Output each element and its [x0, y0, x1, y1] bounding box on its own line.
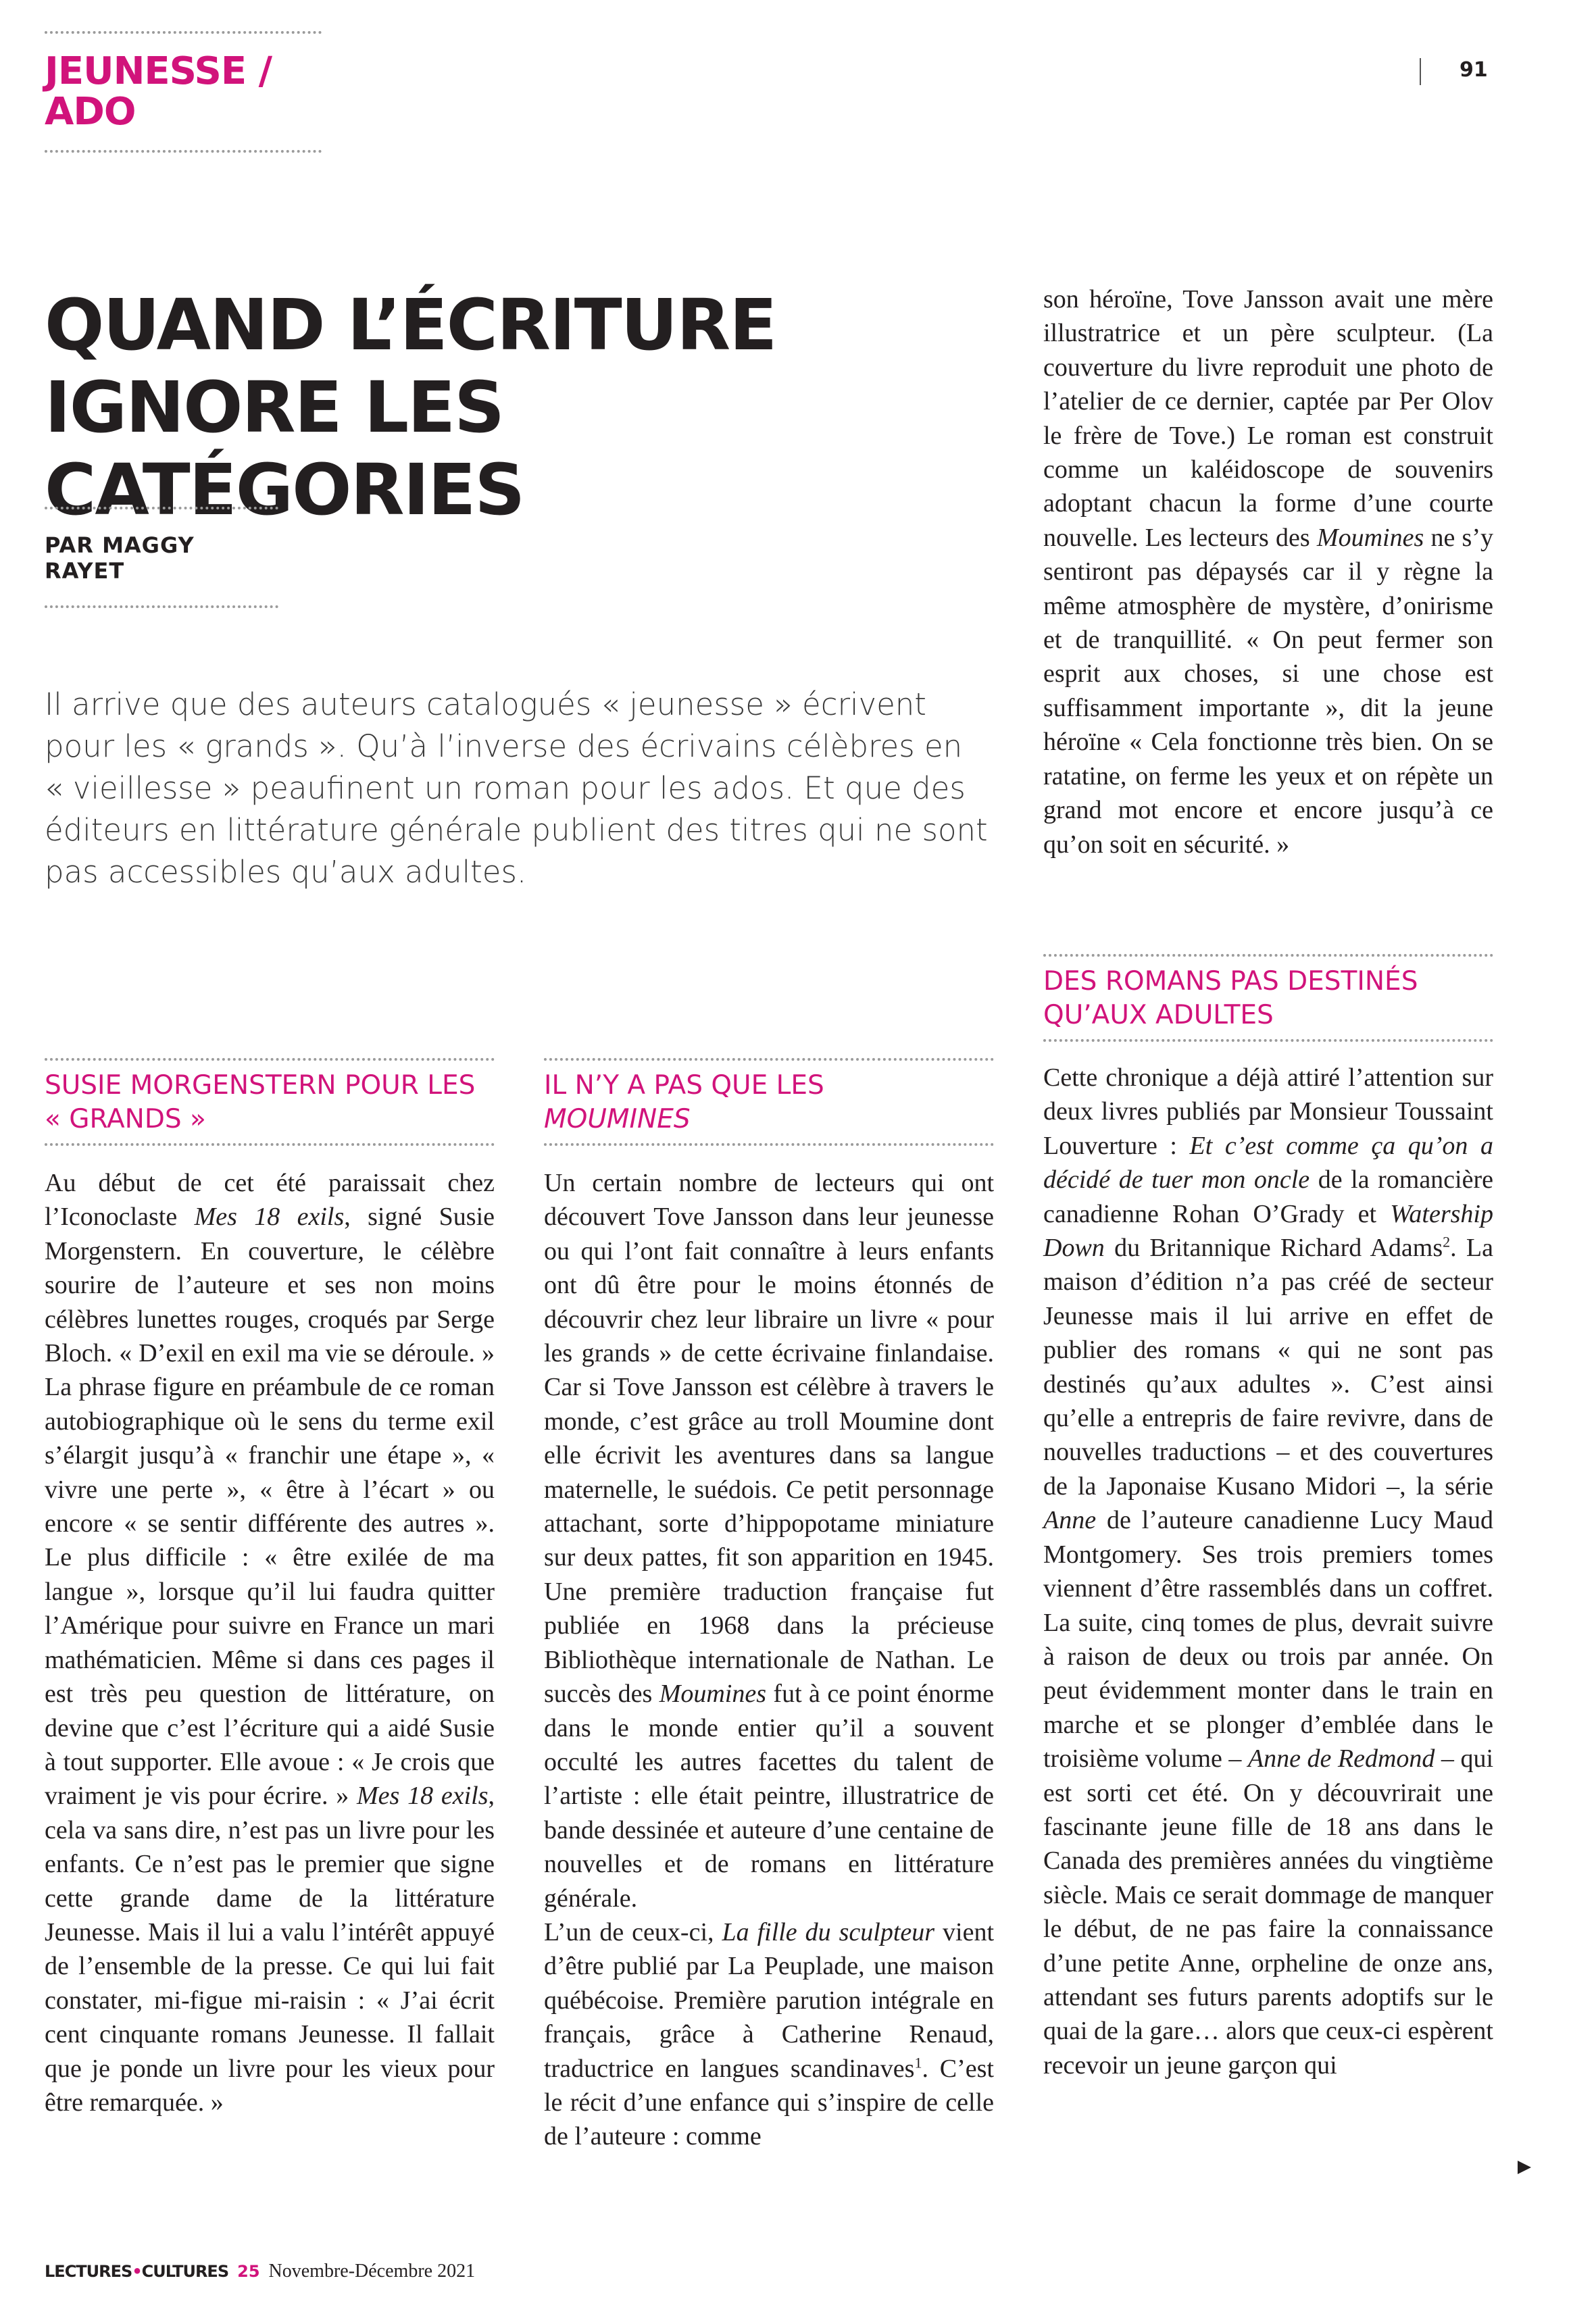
continue-arrow-icon: [1518, 2161, 1531, 2174]
text-run: . La maison d’édition n’a pas créé de secteur Jeunesse mais il lui arrive en effet de publier des romans « qui ne sont pas destinés qu’aux adultes ». C’est ainsi qu’elle a entrepris de faire revivre, dans de nouvelles traductions – et des couvertures de la Japonaise Kusano Midori –, la série: [1043, 1234, 1493, 1501]
issue-date: Novembre-Décembre 2021: [268, 2261, 476, 2282]
text-run: . C’est le récit d’une enfance qui s’inspire de celle de l’auteure : comme: [544, 2054, 994, 2151]
brand-part: CULTURES: [141, 2262, 229, 2281]
text-run: vient d’être publié par La Peuplade, une maison québécoise. Première parution intégrale en français, grâce à Catherine Renaud, traductrice en langues scandinaves: [544, 1917, 994, 2083]
column-3-paragraph: [1043, 1061, 1493, 2082]
column-3-text: [1043, 1061, 1493, 2082]
column-2-paragraph-1: [544, 1166, 994, 1915]
magazine-name: [45, 2262, 228, 2281]
text-run: , cela va sans dire, n’est pas un livre pour les enfants. Ce n’est pas le premier que signe cette grande dame de la littérature Jeunesse. Mais il lui a valu l’intérêt appuyé de l’ensemble de la presse. Ce qui lui fait constater, mi-figue mi-raisin : « J’ai écrit cent cinquante romans Jeunesse. Il fallait que je ponde un livre pour les vieux pour être remarquée. »: [45, 1782, 495, 2117]
text-run: , signé Susie Morgenstern. En couverture, le célèbre sourire de l’auteure et ses non moins célèbres lunettes rouges, croqués par Serge Bloch. « D’exil en exil ma vie se déroule. » La phrase figure en préambule de ce roman autobiographique où le sens du terme exil s’élargit jusqu’à « franchir une étape », « vivre une perte », « être à l’écart » ou encore « se sentir différente des autres ». Le plus difficile : « être exilée de ma langue », lorsque qu’il lui faudra quitter l’Amérique pour suivre en France un mari mathématicien. Même si dans ces pages il est très peu question de littérature, on devine que c’est l’écriture qui a aidé Susie à tout supporter. Elle avoue : « Je crois que vraiment je vis pour écrire. »: [45, 1203, 495, 1811]
text-run: de l’auteure canadienne Lucy Maud Montgomery. Ses trois premiers tomes viennent d’être rassemblés dans un coffret. La suite, cinq tomes de plus, devrait suivre à raison de deux ou trois par année. On peut évidemment monter dans le train en marche et se plonger d’emblée dans le troisième volume –: [1043, 1506, 1493, 1774]
book-title: Watership Down: [1043, 1199, 1493, 1263]
section-rubric: JEUNESSE / ADO: [45, 31, 322, 153]
column-2-paragraph-2: [544, 1915, 994, 2154]
book-title: Moumines: [1316, 523, 1424, 552]
byline: PAR MAGGY RAYET: [45, 507, 278, 608]
book-title: Anne: [1043, 1506, 1097, 1535]
column-3-heading: DES ROMANS PAS DESTINÉS QU’AUX ADULTES: [1043, 954, 1493, 1042]
article-title-line-2: IGNORE LES CATÉGORIES: [45, 366, 524, 531]
book-title: Moumines: [659, 1680, 766, 1709]
book-title: La fille du sculpteur: [722, 1917, 935, 1946]
footnote-ref: 1: [914, 2053, 922, 2071]
column-2-text: [544, 1166, 994, 2154]
book-title: Mes 18 exils: [194, 1203, 345, 1232]
brand-part: LECTURES: [45, 2262, 132, 2281]
text-run: Au début de cet été paraissait chez l’Iconoclaste: [45, 1169, 495, 1232]
column-1-heading: SUSIE MORGENSTERN POUR LES « GRANDS »: [45, 1058, 495, 1146]
text-run: du Britannique Richard Adams: [1104, 1234, 1443, 1263]
book-title: Mes 18 exils: [357, 1782, 489, 1811]
column-3-paragraph-top: [1043, 282, 1493, 861]
text-run: ne s’y sentiront pas dépaysés car il y règne la même atmosphère de mystère, d’onirisme et de tranquillité. « On peut fermer son esprit aux choses, si une chose est suffisamment importante », dit la jeune héroïne « Cela fonctionne très bien. On se ratatine, on ferme les yeux et on répète un grand mot encore et encore jusqu’à ce qu’on soit en sécurité. »: [1043, 523, 1493, 859]
text-run: de la romancière canadienne Rohan O’Grady et: [1043, 1165, 1493, 1228]
text-run: Un certain nombre de lecteurs qui ont découvert Tove Jansson dans leur jeunesse ou qui l’ont fait connaître à leurs enfants ont dû être pour le moins étonnés de découvrir chez leur libraire un livre « pour les grands » de cette écrivaine finlandaise. Car si Tove Jansson est célèbre à travers le monde, c’est grâce au troll Moumine dont elle écrivit les aventures dans sa langue maternelle, le suédois. Ce petit personnage attachant, sorte d’hippopotame miniature sur deux pattes, fit son apparition en 1945. Une première traduction française fut publiée en 1968 dans la précieuse Bibliothèque internationale de Nathan. Le succès des: [544, 1169, 994, 1709]
text-run: L’un de ceux-ci,: [544, 1917, 722, 1946]
article-title-line-1: QUAND L’ÉCRITURE: [45, 284, 776, 366]
footer: [45, 2261, 475, 2282]
column-1-paragraph: [45, 1166, 495, 2119]
text-run: Cette chronique a déjà attiré l’attention sur deux livres publiés par Monsieur Toussaint Louverture :: [1043, 1063, 1493, 1160]
lede: Il arrive que des auteurs catalogués « jeunesse » écrivent pour les « grands ». Qu’à l’inverse des écrivains célèbres en « vieillesse » peaufinent un roman pour les ados. Et que des éditeurs en littérature générale publient des titres qui ne sont pas accessibles qu’aux adultes.: [45, 686, 988, 890]
page-number-divider: [1420, 58, 1421, 85]
text-run: – qui est sorti cet été. On y découvrirait une fascinante jeune fille de 18 ans dans le Canada des premières années du vingtième siècle. Mais ce serait dommage de manquer le début, de ne pas faire la connaissance d’une petite Anne, orpheline de onze ans, attendant ses futurs parents adoptifs sur le quai de la gare… alors que ceux-ci espèrent recevoir un jeune garçon qui: [1043, 1744, 1494, 2080]
heading-title: MOUMINES: [544, 1104, 691, 1134]
footnote-ref: 2: [1443, 1233, 1451, 1251]
heading-text: IL N’Y A PAS QUE LES: [544, 1070, 824, 1101]
book-title: Anne de Redmond: [1247, 1744, 1435, 1774]
page-number: 91: [1460, 58, 1488, 82]
text-run: fut à ce point énorme dans le monde entier qu’il a souvent occulté les autres facettes du talent de l’artiste : elle était peintre, illustratrice de bande dessinée et auteure d’une centaine de nouvelles et de romans en littérature générale.: [544, 1680, 994, 1913]
text-run: son héroïne, Tove Jansson avait une mère illustratrice et un père sculpteur. (La couverture du livre reproduit une photo de l’atelier de ce dernier, captée par Per Olov le frère de Tove.) Le roman est construit comme un kaléidoscope de souvenirs adoptant chacun la forme d’une courte nouvelle. Les lecteurs des: [1043, 285, 1493, 552]
column-1-text: [45, 1166, 495, 2119]
book-title: Et c’est comme ça qu’on a décidé de tuer mon oncle: [1043, 1131, 1494, 1194]
brand-dot: •: [132, 2262, 142, 2281]
issue-number: 25: [237, 2262, 260, 2281]
article-title: [45, 284, 997, 531]
column-3-continuation: [1043, 282, 1493, 861]
column-2-heading: [544, 1058, 994, 1146]
